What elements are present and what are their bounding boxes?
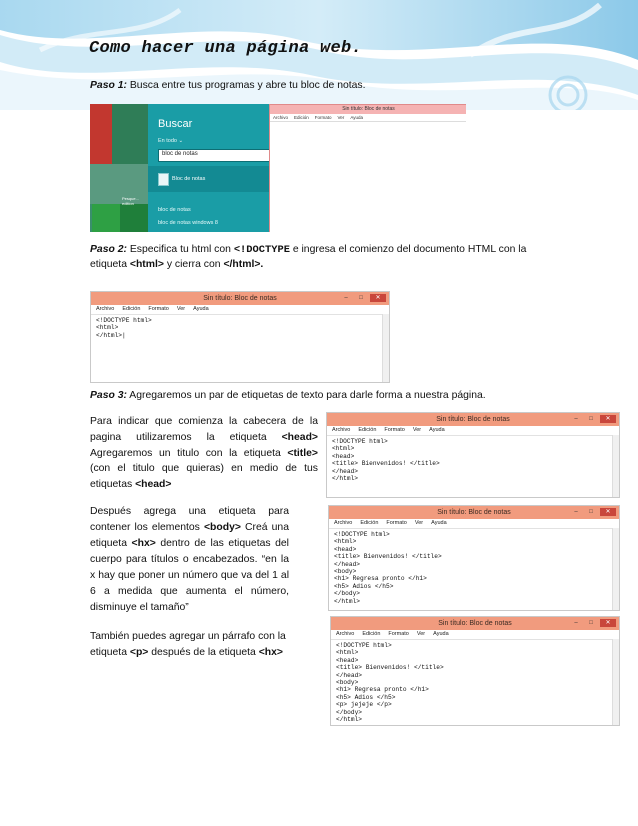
menubar	[327, 426, 619, 436]
menu-archivo[interactable]: Archivo	[273, 115, 289, 120]
window-title: Sin título: Bloc de notas	[203, 295, 277, 302]
titlebar	[327, 413, 619, 426]
menu-ver[interactable]: Ver	[176, 306, 186, 312]
step2-label: Paso 2:	[90, 244, 127, 255]
tag-hx: <hx>	[131, 538, 156, 549]
notepad-menubar	[270, 114, 466, 122]
step2-paragraph	[90, 243, 538, 272]
menu-ayuda[interactable]: Ayuda	[193, 306, 209, 312]
start-screen-tiles	[90, 104, 148, 232]
tag-head: <head>	[281, 431, 318, 443]
body-text-1: Después agrega una etiqueta para contener los elementos	[90, 506, 289, 533]
close-icon[interactable]: ✕	[600, 619, 616, 627]
step3-paragraph	[90, 389, 538, 404]
maximize-icon[interactable]: □	[589, 620, 593, 626]
search-heading: Buscar	[158, 118, 193, 130]
notepad-title: Sin título: Bloc de notas	[270, 105, 466, 114]
step1-paragraph	[90, 79, 366, 94]
search-scope: En todo ⌄	[158, 138, 184, 144]
p-paragraph	[90, 629, 290, 661]
maximize-icon[interactable]: □	[359, 295, 363, 301]
menubar	[329, 519, 619, 529]
menu-ayuda[interactable]: Ayuda	[433, 631, 449, 637]
minimize-icon[interactable]: –	[574, 509, 578, 515]
p-text-1: También puedes agregar un párrafo con la etiqueta	[90, 631, 286, 658]
notepad-window-2	[326, 412, 620, 498]
body-text-3: dentro de las etiquetas del cuerpo para títulos o encabezados. “en la x hay que poner un número que va del 1 al 6 a medida que aumenta el número, disminuye el tamaño”	[90, 538, 289, 613]
step2-tag-close-html: </html>.	[223, 258, 264, 270]
step3-text: Agregaremos un par de etiquetas de texto para darle forma a nuestra página.	[126, 390, 486, 401]
editor-text[interactable]: <!DOCTYPE html> <html> <head> <title> Bienvenidos! </title> </head> <body> <h1> Regresa pronto </h1> <h5> Adios </h5> <p> jejeje </p> </body> </html>	[336, 642, 444, 724]
page-title: Como hacer una página web.	[89, 39, 363, 58]
result-notepad: Bloc de notas	[172, 176, 206, 182]
step1-label: Paso 1:	[90, 80, 127, 91]
notepad-window-3	[328, 505, 620, 611]
body-text-2: Creá una etiqueta	[90, 522, 289, 549]
menu-ayuda[interactable]: Ayuda	[429, 427, 445, 433]
window-title: Sin título: Bloc de notas	[436, 416, 510, 423]
menu-edicion[interactable]: Edición	[360, 520, 379, 526]
tile-caption: Pesque... edition	[122, 196, 139, 206]
titlebar	[91, 292, 389, 305]
menu-formato[interactable]: Formato	[314, 115, 332, 120]
minimize-icon[interactable]: –	[344, 295, 348, 301]
menu-ver[interactable]: Ver	[337, 115, 345, 120]
menu-edicion[interactable]: Edición	[362, 631, 381, 637]
step3-label: Paso 3:	[90, 390, 127, 401]
suggestion-1[interactable]: bloc de notas	[158, 207, 191, 213]
menu-edicion[interactable]: Edición	[358, 427, 377, 433]
editor-text[interactable]: <!DOCTYPE html> <html> </html>|	[96, 317, 152, 339]
menu-archivo[interactable]: Archivo	[336, 631, 355, 637]
window-title: Sin título: Bloc de notas	[437, 509, 511, 516]
titlebar	[329, 506, 619, 519]
window-title: Sin título: Bloc de notas	[438, 620, 512, 627]
menu-formato[interactable]: Formato	[388, 631, 409, 637]
windows-search-screenshot	[90, 104, 466, 232]
menu-ayuda[interactable]: Ayuda	[431, 520, 447, 526]
body-paragraph	[90, 504, 289, 616]
close-icon[interactable]: ✕	[600, 508, 616, 516]
tag-body: <body>	[203, 522, 241, 533]
close-icon[interactable]: ✕	[370, 294, 386, 302]
notepad-window-small	[269, 104, 466, 232]
step2-tag-html: <html>	[129, 258, 164, 270]
maximize-icon[interactable]: □	[589, 509, 593, 515]
step2-text-3: y cierra con	[163, 258, 224, 270]
close-icon[interactable]: ✕	[600, 415, 616, 423]
notepad-window-4	[330, 616, 620, 726]
menu-archivo[interactable]: Archivo	[96, 306, 115, 312]
p-text-2: después de la etiqueta	[148, 647, 259, 658]
scrollbar[interactable]	[612, 435, 619, 497]
suggestion-2[interactable]: bloc de notas windows 8	[158, 220, 218, 226]
head-text-3: (con el titulo que quieras) en medio de tus etiquetas	[90, 463, 318, 491]
menu-formato[interactable]: Formato	[384, 427, 405, 433]
menu-ver[interactable]: Ver	[414, 520, 424, 526]
head-text-2: Agregaremos un titulo con la etiqueta	[90, 447, 288, 459]
tag-p: <p>	[129, 647, 149, 658]
menu-ver[interactable]: Ver	[416, 631, 426, 637]
scrollbar[interactable]	[382, 314, 389, 382]
search-query: bloc de notas	[162, 151, 198, 157]
menu-formato[interactable]: Formato	[386, 520, 407, 526]
step2-text-2: e ingresa el comienzo del documento HTML con la etiqueta	[90, 244, 527, 270]
editor-text[interactable]: <!DOCTYPE html> <html> <head> <title> Bienvenidos! </title> </head> </html>	[332, 438, 440, 483]
editor-text[interactable]: <!DOCTYPE html> <html> <head> <title> Bienvenidos! </title> </head> <body> <h1> Regresa pronto </h1> <h5> Adios </h5> </body> </html>	[334, 531, 442, 605]
menu-formato[interactable]: Formato	[148, 306, 169, 312]
menu-edicion[interactable]: Edición	[294, 115, 309, 120]
tag-title: <title>	[287, 447, 318, 459]
menu-archivo[interactable]: Archivo	[334, 520, 353, 526]
notepad-window-1	[90, 291, 390, 383]
menu-ver[interactable]: Ver	[412, 427, 422, 433]
maximize-icon[interactable]: □	[589, 416, 593, 422]
titlebar	[331, 617, 619, 630]
tag-hx-2: <hx>	[258, 647, 283, 658]
tag-head-2: <head>	[135, 479, 172, 491]
head-text-1: Para indicar que comienza la cabecera de la pagina utilizaremos la etiqueta	[90, 416, 318, 443]
head-paragraph	[90, 414, 318, 493]
scrollbar[interactable]	[612, 528, 619, 610]
menubar	[91, 305, 389, 315]
step2-text-1: Especifica tu html con	[126, 244, 234, 255]
menu-ayuda[interactable]: Ayuda	[350, 115, 363, 120]
menu-archivo[interactable]: Archivo	[332, 427, 351, 433]
notepad-icon	[158, 173, 169, 186]
step2-tag-doctype: <!DOCTYPE	[233, 244, 290, 256]
menubar	[331, 630, 619, 640]
scrollbar[interactable]	[612, 639, 619, 725]
minimize-icon[interactable]: –	[574, 416, 578, 422]
minimize-icon[interactable]: –	[574, 620, 578, 626]
step1-text: Busca entre tus programas y abre tu bloc de notas.	[126, 80, 366, 91]
menu-edicion[interactable]: Edición	[122, 306, 141, 312]
